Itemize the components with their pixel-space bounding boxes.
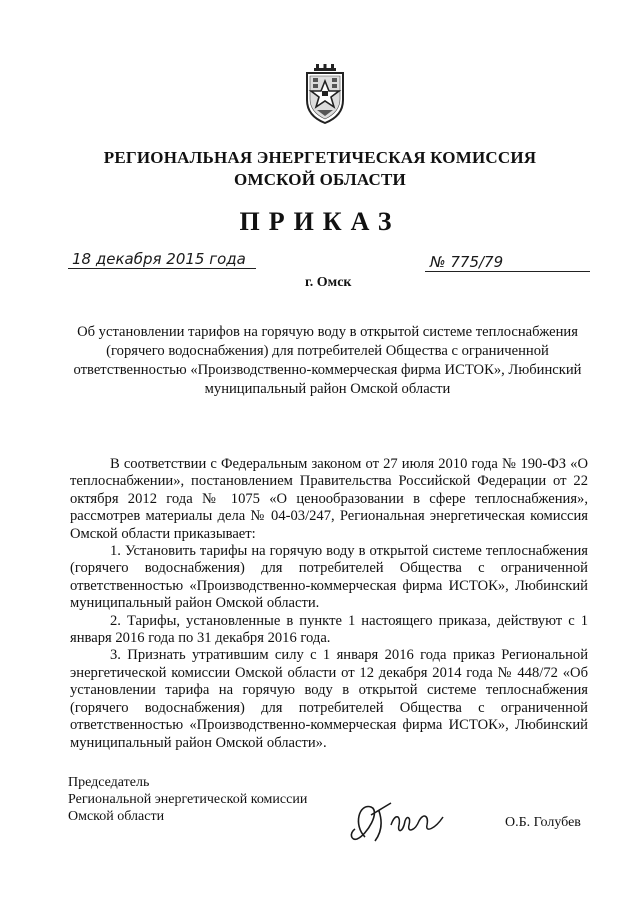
handwritten-date: 18 декабря 2015 года: [72, 250, 246, 268]
position-line-3: Омской области: [68, 809, 165, 824]
date-underline: [68, 268, 256, 269]
signatory-name: О.Б. Голубев: [505, 815, 581, 830]
document-subject: Об установлении тарифов на горячую воду в открытой системе теплоснабжения (горячего водоснабжения) для потребителей Общества с ограниченной ответственностью «Производственно-коммерческая фирма ИСТОК», Любинский муниципальный район Омской области: [73, 324, 582, 397]
signatory-position: [68, 774, 307, 825]
document-title: ПРИКАЗ: [239, 207, 401, 236]
preamble-paragraph: В соответствии с Федеральным законом от 27 июля 2010 года № 190-ФЗ «О теплоснабжении», постановлением Правительства Российской Федерации от 22 октября 2012 года № 1075 «О ценообразовании в сфере теплоснабжения», рассмотрев материалы дела № 04-03/247, Региональная энергетическая комиссия Омской области приказывает:: [70, 456, 588, 542]
document-body: [70, 456, 588, 752]
organization-name-line1: РЕГИОНАЛЬНАЯ ЭНЕРГЕТИЧЕСКАЯ КОМИССИЯ: [103, 148, 537, 167]
document-city: г. Омск: [305, 275, 352, 290]
item-1-paragraph: 1. Установить тарифы на горячую воду в открытой системе теплоснабжения (горячего водоснабжения) для потребителей Общества с ограниченной ответственностью «Производственно-коммерческая фирма ИСТОК», Любинский муниципальный район Омской области.: [70, 543, 588, 612]
item-2-paragraph: 2. Тарифы, установленные в пункте 1 настоящего приказа, действуют с 1 января 2016 года по 31 декабря 2016 года.: [70, 612, 588, 647]
item-3-paragraph: 3. Признать утратившим силу с 1 января 2016 года приказ Региональной энергетической комиссии Омской области от 12 декабря 2014 года № 448/72 «Об установлении тарифа на горячую воду в открытой системе теплоснабжения (горячего водоснабжения) для потребителей Общества с ограниченной ответственностью «Производственно-коммерческая фирма ИСТОК», Любинский муниципальный район Омской области».: [70, 647, 588, 751]
position-line-1: Председатель: [68, 775, 150, 790]
position-line-2: Региональной энергетической комиссии: [68, 792, 308, 807]
organization-name-line2: ОМСКОЙ ОБЛАСТИ: [234, 170, 406, 189]
omsk-coat-of-arms-icon: [305, 64, 345, 124]
handwritten-signature: [345, 795, 450, 845]
handwritten-number: № 775/79: [430, 253, 504, 271]
number-underline: [425, 271, 590, 272]
